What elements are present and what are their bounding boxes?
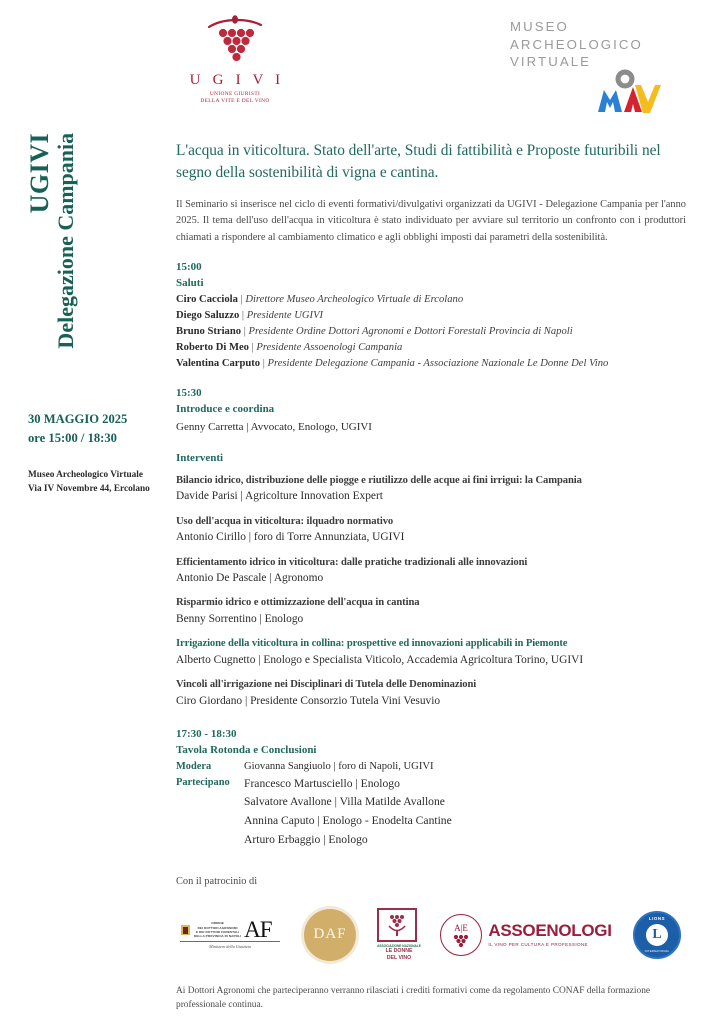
talk-speaker: Alberto Cugnetto | Enologo e Specialista Viticolo, Accademia Agricoltura Torino, UGIVI	[176, 653, 584, 666]
event-date: 30 MAGGIO 2025	[28, 412, 128, 426]
participant-name: Salvatore Avallone | Villa Matilde Avallone	[244, 795, 445, 809]
lions-letter: L	[646, 924, 668, 946]
moderator-row	[176, 759, 686, 775]
ugivi-logo	[176, 14, 294, 106]
intro-paragraph: Il Seminario si inserisce nel ciclo di eventi formativi/divulgativi organizzati da UGIVI - Delegazione Campania per l'anno 2025. Il tema dell'uso dell'acqua in viticoltura è stato individuato per avviare sul territorio un confronto con i produttori chiamati a rispondere al cambiamento climatico e agli obblighi imposti dai parametri della sostenibilità.	[176, 198, 686, 243]
participants-label: Partecipano	[176, 777, 230, 789]
conaf-line2: DEI DOTTORI AGRONOMI	[197, 925, 238, 930]
venue-address: Via IV Novembre 44, Ercolano	[28, 484, 150, 495]
conaf-line1: ORDINE	[211, 921, 224, 926]
talk-title: Efficientamento idrico in viticoltura: dalle pratiche tradizionali alle innovazioni	[176, 556, 528, 568]
person-role: Presidente Ordine Dottori Agronomi e Dottori Forestali Provincia di Napoli	[248, 326, 573, 338]
mav-mark-icon	[594, 68, 664, 114]
lions-bottom-text: INTERNATIONAL	[644, 948, 670, 953]
footnote-text: Ai Dottori Agronomi che parteciperanno verranno rilasciati i crediti formativi come da regolamento CONAF della formazione professionale continua.	[176, 986, 651, 1011]
event-time: ore 15:00 / 18:30	[28, 430, 117, 445]
mav-line3: VIRTUALE	[510, 54, 592, 70]
svg-text:A|E: A|E	[454, 922, 469, 933]
conaf-caption: Ministero della Giustizia	[209, 944, 251, 950]
conaf-line4: DELLA PROVINCIA DI NAPOLI	[194, 933, 242, 938]
section-introduce	[176, 386, 686, 435]
italian-emblem-icon	[180, 923, 191, 937]
talk-item	[176, 555, 686, 587]
sponsor-daf-logo	[302, 907, 358, 963]
participants-row	[176, 775, 686, 793]
saluti-time: 15:00	[176, 261, 202, 274]
patronage-label: Con il patrocinio di	[176, 875, 258, 887]
mav-logo	[510, 18, 700, 114]
page-title: L'acqua in viticoltura. Stato dell'arte, Studi di fattibilità e Proposte futuribili nel segno della sostenibilità di vigna e cantina.	[176, 142, 661, 181]
talk-title: Irrigazione della viticoltura in collina: prospettive ed innovazioni applicabili in Piemonte	[176, 638, 568, 650]
talk-title: Risparmio idrico e ottimizzazione dell'acqua in cantina	[176, 597, 420, 609]
grape-goblet-icon	[384, 913, 410, 937]
person-name: Roberto Di Meo	[176, 342, 249, 354]
talk-speaker: Ciro Giordano | Presidente Consorzio Tutela Vini Vesuvio	[176, 694, 441, 707]
event-date-block	[28, 410, 178, 448]
donne-line1: ASSOCIAZIONE NAZIONALE	[377, 944, 421, 949]
mav-line2: ARCHEOLOGICO	[510, 36, 643, 52]
person-name: Valentina Carputo	[176, 358, 261, 370]
ugivi-subtitle-line1: UNIONE GIURISTI	[209, 91, 261, 97]
sponsor-assoenologi-logo	[440, 914, 612, 956]
conaf-line3: E DEI DOTTORI FORESTALI	[195, 929, 240, 934]
introduce-heading: Introduce e coordina	[176, 403, 275, 416]
daf-label: DAF	[313, 926, 347, 943]
talk-title: Vincoli all'irrigazione nei Disciplinari di Tutela delle Denominazioni	[176, 679, 477, 691]
moderator-name: Giovanna Sangiuolo | foro di Napoli, UGIVI	[244, 761, 434, 772]
main-content	[176, 140, 686, 966]
conaf-af-mark: AF	[244, 916, 272, 942]
organization-vertical-title	[25, 133, 79, 413]
sponsor-lions-logo	[630, 911, 684, 959]
person-name: Diego Saluzzo	[176, 310, 240, 322]
interventi-heading: Interventi	[176, 451, 224, 464]
talk-item	[176, 677, 686, 709]
section-interventi	[176, 452, 686, 709]
person-role: Presidente Delegazione Campania - Associazione Nazionale Le Donne Del Vino	[267, 358, 609, 370]
ugivi-subtitle-line2: DELLA VITE E DEL VINO	[200, 98, 270, 105]
sponsor-conaf-logo	[176, 916, 284, 950]
list-item: Diego Saluzzo | Presidente UGIVI	[176, 310, 324, 322]
round-table-heading: Tavola Rotonda e Conclusioni	[176, 744, 317, 757]
donne-label2: DEL VINO	[386, 954, 412, 961]
talk-item	[176, 636, 686, 668]
moderator-label: Modera	[176, 761, 212, 772]
poster-header	[0, 0, 724, 122]
grape-cluster-icon	[203, 14, 267, 70]
assoenologi-name: ASSOENOLOGI	[488, 921, 612, 941]
assoenologi-grape-icon	[446, 920, 476, 950]
lions-top-text: LIONS	[648, 915, 666, 921]
assoenologi-tagline: IL VINO PER CULTURA E PROFESSIONE	[488, 942, 588, 948]
list-item: Ciro Cacciola | Direttore Museo Archeologico Virtuale di Ercolano	[176, 293, 464, 305]
person-name: Bruno Striano	[176, 326, 242, 338]
saluti-people-list	[176, 292, 686, 372]
talk-speaker: Antonio Cirillo | foro di Torre Annunziata, UGIVI	[176, 531, 405, 544]
talk-speaker: Antonio De Pascale | Agronomo	[176, 571, 324, 584]
section-saluti	[176, 260, 686, 372]
talk-title: Bilancio idrico, distribuzione delle piogge e riutilizzo delle acque ai fini irrigui: la Campania	[176, 474, 582, 486]
org-line-2: Delegazione Campania	[53, 132, 79, 349]
venue-name: Museo Archeologico Virtuale	[28, 470, 143, 480]
person-name: Ciro Cacciola	[176, 293, 238, 305]
talk-item	[176, 595, 686, 627]
participant-name: Francesco Martusciello | Enologo	[244, 777, 400, 791]
donne-label: LE DONNE	[385, 948, 413, 955]
participant-name: Annina Caputo | Enologo - Enodelta Cantine	[244, 814, 452, 828]
introduce-time: 15:30	[176, 387, 202, 400]
participant-name: Arturo Erbaggio | Enologo	[244, 832, 368, 846]
event-venue-block	[28, 468, 188, 497]
section-round-table	[176, 727, 686, 850]
list-item: Valentina Carputo | Presidente Delegazione Campania - Associazione Nazionale Le Donne Del Vino	[176, 358, 609, 370]
assoenologi-badge-icon	[440, 914, 482, 956]
round-table-time: 17:30 - 18:30	[176, 728, 237, 741]
org-line-1: UGIVI	[25, 132, 55, 214]
person-role: Presidente Assoenologi Campania	[256, 342, 403, 354]
sponsor-logo-strip	[176, 904, 686, 966]
introduce-person: Genny Carretta | Avvocato, Enologo, UGIVI	[176, 421, 372, 434]
talk-speaker: Davide Parisi | Agricolture Innovation Expert	[176, 490, 383, 503]
left-sidebar	[0, 130, 176, 530]
ugivi-wordmark: U G I V I	[189, 72, 285, 88]
talk-title: Uso dell'acqua in viticoltura: ilquadro normativo	[176, 515, 394, 527]
sponsor-donne-del-vino-logo	[376, 908, 422, 961]
person-role: Presidente UGIVI	[246, 310, 324, 322]
talk-item	[176, 514, 686, 546]
talk-item	[176, 473, 686, 505]
list-item: Roberto Di Meo | Presidente Assoenologi Campania	[176, 342, 403, 354]
talk-speaker: Benny Sorrentino | Enologo	[176, 612, 304, 625]
list-item: Bruno Striano | Presidente Ordine Dottori Agronomi e Dottori Forestali Provincia di Napoli	[176, 326, 573, 338]
mav-line1: MUSEO	[510, 19, 569, 34]
saluti-heading: Saluti	[176, 277, 204, 289]
person-role: Direttore Museo Archeologico Virtuale di Ercolano	[245, 293, 464, 305]
